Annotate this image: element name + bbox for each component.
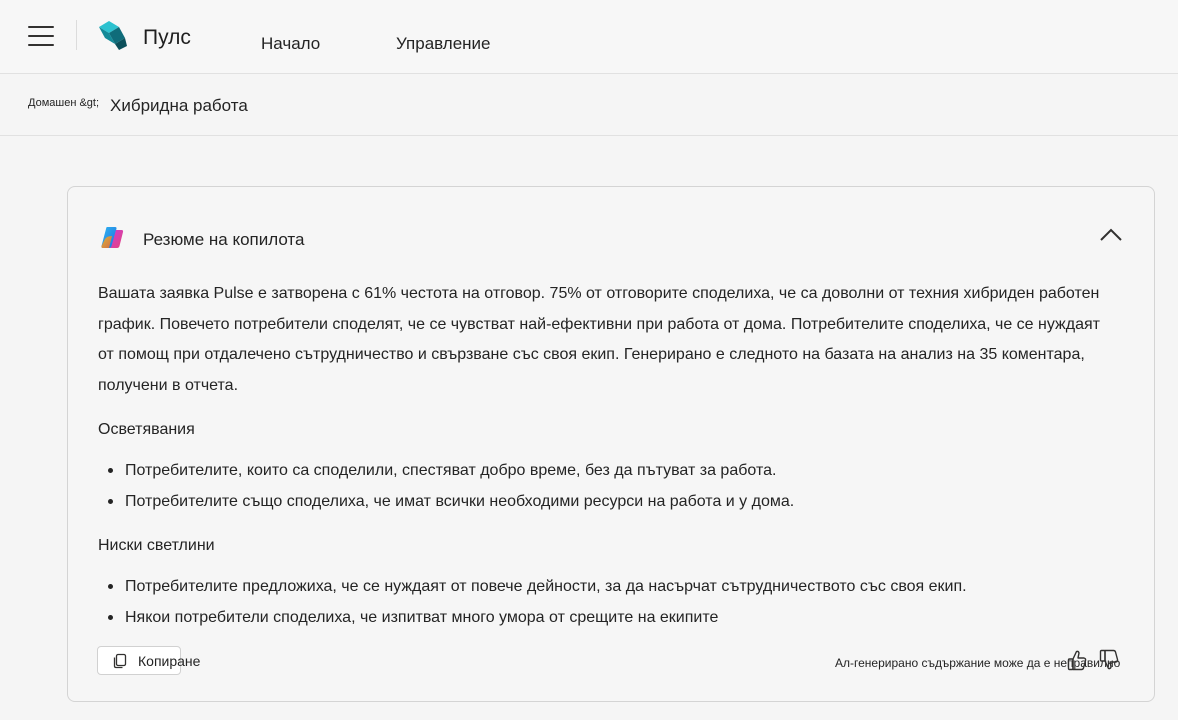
- breadcrumb-current: Хибридна работа: [110, 96, 248, 115]
- chevron-up-icon[interactable]: [1098, 225, 1124, 245]
- list-item: Някои потребители споделиха, че изпитват много умора от срещите на екипите: [106, 602, 1106, 633]
- breadcrumb-home-link[interactable]: Домашен &gt;: [28, 97, 100, 109]
- copy-button[interactable]: [97, 646, 201, 675]
- lowlights-list: [106, 571, 1106, 633]
- list-item: Потребителите предложиха, че се нуждаят от повече дейности, за да насърчат сътрудничеството със своя екип.: [106, 571, 1106, 602]
- thumbs-down-icon[interactable]: [1098, 648, 1120, 672]
- copy-button-label: Копиране: [138, 653, 201, 669]
- card-title: Резюме на копилота: [143, 230, 305, 249]
- highlights-list: [106, 455, 1106, 517]
- list-item: Потребителите също споделиха, че имат всички необходими ресурси на работа и у дома.: [106, 486, 1106, 517]
- pulse-logo-icon: [95, 18, 129, 52]
- app-title: Пулс: [143, 26, 191, 49]
- nav-manage[interactable]: Управление: [396, 34, 491, 53]
- top-bar: [0, 0, 1178, 74]
- header-divider: [76, 20, 77, 50]
- copilot-summary-card: [67, 186, 1155, 702]
- copilot-icon: [98, 224, 126, 252]
- hamburger-icon[interactable]: [28, 24, 54, 46]
- thumbs-up-icon[interactable]: [1066, 648, 1088, 672]
- ai-disclaimer: Ал-генерирано съдържание може да е неправилно: [835, 656, 1121, 670]
- nav-home[interactable]: Начало: [261, 34, 321, 53]
- highlights-heading: Осветявания: [98, 421, 195, 438]
- copy-icon: [112, 653, 128, 669]
- summary-text: Вашата заявка Pulse е затворена с 61% честота на отговор. 75% от отговорите споделиха, че са доволни от техния хибриден работен график. Повечето потребители споделят, че се чувстват най-ефективни при работа от дома. Потребителите споделиха, че се нуждаят от помощ при отдалечено сътрудничество и свързване със своя екип. Генерирано е следното на базата на анализ на 35 коментара, получени в отчета.: [98, 285, 1100, 394]
- list-item: Потребителите, които са споделили, спестяват добро време, без да пътуват за работа.: [106, 455, 1106, 486]
- lowlights-heading: Ниски светлини: [98, 537, 215, 554]
- breadcrumb: [0, 74, 1178, 136]
